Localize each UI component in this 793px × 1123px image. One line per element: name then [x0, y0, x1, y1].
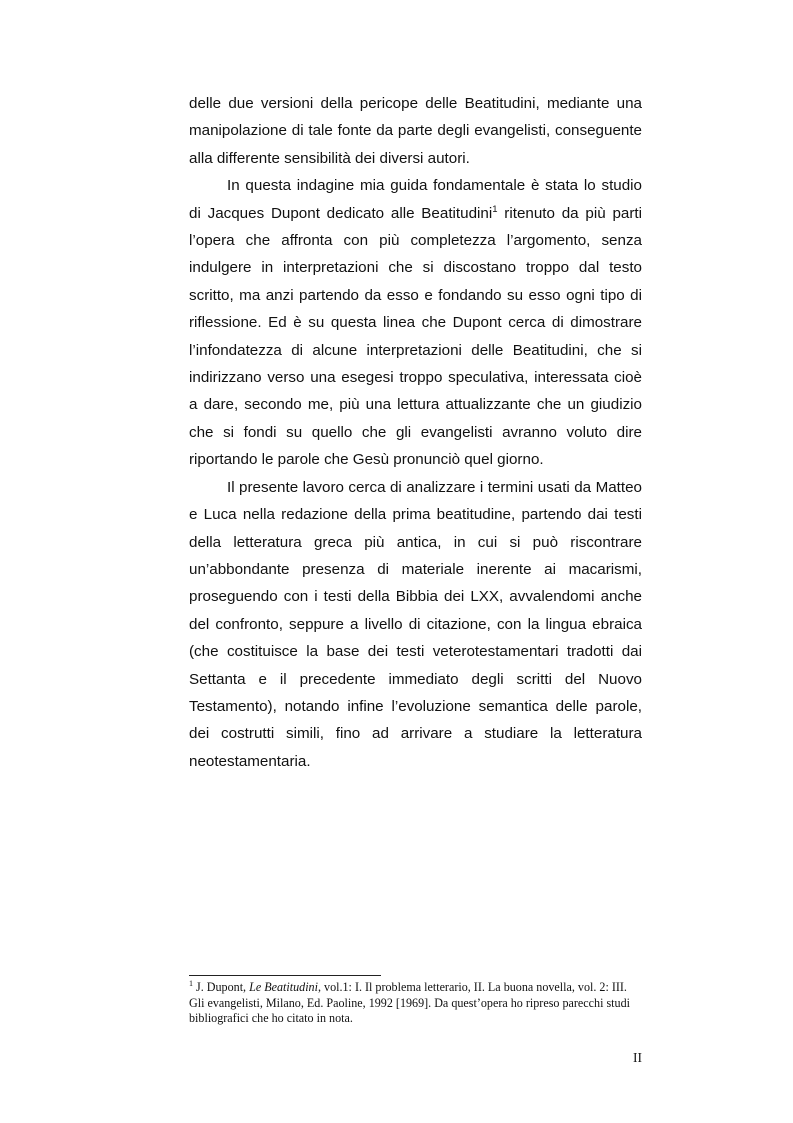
footnote-marker: 1 [189, 978, 193, 988]
page-number: II [633, 1050, 642, 1065]
footnote-author: J. Dupont, [193, 980, 250, 994]
footnote-separator [189, 975, 381, 976]
paragraph-1: delle due versioni della pericope delle Beatitudini, mediante una manipolazione di tale fonte da parte degli evangelisti, conseguente alla differente sensibilità dei diversi autori. [189, 95, 642, 167]
footnote-reference[interactable]: 1 [492, 203, 498, 215]
paragraph-3: Il presente lavoro cerca di analizzare i termini usati da Matteo e Luca nella redazione della prima beatitudine, partendo dai testi della letteratura greca più antica, in cui si può riscontrare un’abbondante presenza di materiale inerente ai macarismi, proseguendo con i testi della Bibbia dei LXX, avvalendomi anche del confronto, seppure a livello di citazione, con la lingua ebraica (che costituisce la base dei testi veterotestamentari tradotti dai Settanta e il precedente immediato degli scritti del Nuovo Testamento), notando infine l’evoluzione semantica delle parole, dei costrutti simili, fino ad arrivare a studiare la letteratura neotestamentaria. [189, 478, 642, 770]
body-text [189, 90, 642, 775]
paragraph-2-text-b: ritenuto da più parti l’opera che affronta con più completezza l’argomento, senza indulgere in interpretazioni che si discostano troppo dal testo scritto, ma anzi partendo da esso e fondando su esso ogni tipo di riflessione. Ed è su questa linea che Dupont cerca di dimostrare l’infondatezza di alcune interpretazioni delle Beatitudini, che si indirizzano verso una esegesi troppo speculativa, interessata cioè a dare, secondo me, più una lettura attualizzante che un giudizio che si fondi su quello che gli evangelisti avranno voluto dire riportando le parole che Gesù pronunciò quel giorno. [189, 204, 642, 469]
paragraph-2 [189, 172, 642, 473]
footnote-title: Le Beatitudini [249, 980, 318, 994]
paragraph-2-text-a: In questa indagine mia guida fondamentale è stata lo studio di Jacques Dupont dedicato alle Beatitudini [189, 177, 642, 222]
footnote [189, 980, 642, 1027]
footnote-rest: , vol.1: I. Il problema letterario, II. La buona novella, vol. 2: III. Gli evangelisti, Milano, Ed. Paoline, 1992 [1969]. Da quest’opera ho ripreso parecchi studi bibliografici che ho citato in nota. [189, 980, 630, 1025]
